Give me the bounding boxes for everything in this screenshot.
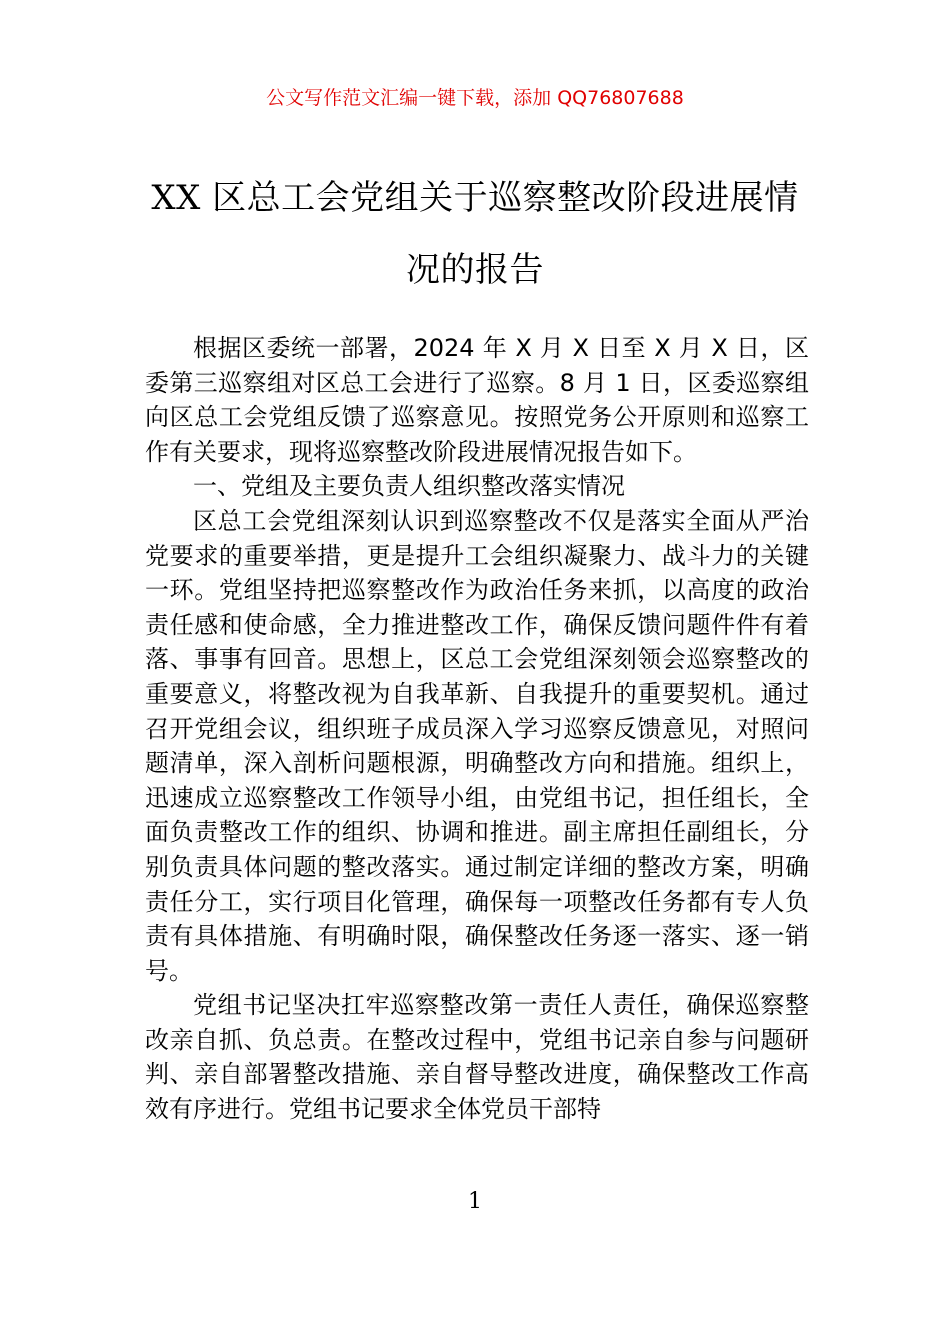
paragraph-intro: 根据区委统一部署，2024 年 X 月 X 日至 X 月 X 日，区委第三巡察组对区总工会进行了巡察。8 月 1 日，区委巡察组向区总工会党组反馈了巡察意见。按照党务公开原则和巡察工作有关要求，现将巡察整改阶段进展情况报告如下。: [145, 334, 809, 466]
document-body: [145, 331, 809, 1127]
watermark-header: 公文写作范文汇编一键下载，添加 QQ76807688: [266, 87, 684, 109]
paragraph-secretary: 党组书记坚决扛牢巡察整改第一责任人责任，确保巡察整改亲自抓、负总责。在整改过程中，党组书记亲自参与问题研判、亲自部署整改措施、亲自督导整改进度，确保整改工作高效有序进行。党组书记要求全体党员干部特: [145, 991, 809, 1124]
paragraph-organization: 区总工会党组深刻认识到巡察整改不仅是落实全面从严治党要求的重要举措，更是提升工会组织凝聚力、战斗力的关键一环。党组坚持把巡察整改作为政治任务来抓，以高度的政治责任感和使命感，全力推进整改工作，确保反馈问题件件有着落、事事有回音。思想上，区总工会党组深刻领会巡察整改的重要意义，将整改视为自我革新、自我提升的重要契机。通过召开党组会议，组织班子成员深入学习巡察反馈意见，对照问题清单，深入剖析问题根源，明确整改方向和措施。组织上，迅速成立巡察整改工作领导小组，由党组书记，担任组长，全面负责整改工作的组织、协调和推进。副主席担任副组长，分别负责具体问题的整改落实。通过制定详细的整改方案，明确责任分工，实行项目化管理，确保每一项整改任务都有专人负责有具体措施、有明确时限，确保整改任务逐一落实、逐一销号。: [145, 506, 809, 985]
page-number: 1: [468, 1189, 482, 1214]
document-title: XX 区总工会党组关于巡察整改阶段进展情况的报告: [151, 178, 799, 290]
section-heading: 一、党组及主要负责人组织整改落实情况: [193, 472, 625, 501]
